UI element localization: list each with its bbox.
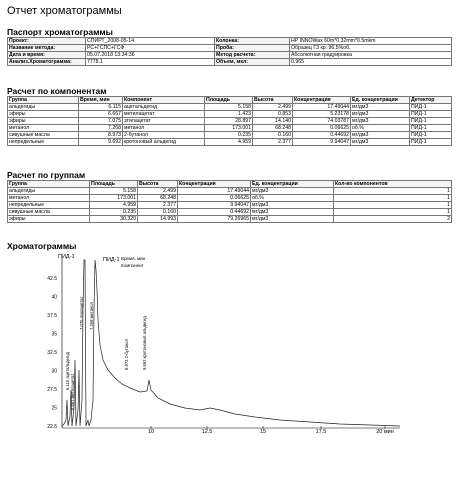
- table-cell: эфиры: [8, 216, 90, 223]
- passport-label: Объем, мкл:: [215, 59, 290, 66]
- components-table: [7, 96, 452, 146]
- table-cell: 1: [334, 209, 452, 216]
- table-row: [8, 104, 452, 111]
- passport-value: 0.965: [290, 59, 452, 66]
- passport-row: [8, 45, 452, 52]
- passport-value: 05.07.2018 13:34:36: [86, 52, 215, 59]
- table-row: [8, 209, 452, 216]
- table-cell: непредельные: [8, 139, 79, 146]
- table-cell: кротоновый альдегид: [123, 139, 205, 146]
- peak-label: 6.115 ацетальдегид: [65, 351, 70, 390]
- y-tick-labels: [47, 276, 57, 430]
- chromatogram-chart: [0, 250, 456, 475]
- table-cell: ПИД-1: [410, 111, 452, 118]
- table-row: [8, 202, 452, 209]
- table-cell: альдегиды: [8, 104, 79, 111]
- passport-title: Паспорт хроматограммы: [7, 27, 113, 37]
- table-header-row: [8, 97, 452, 104]
- y-tick-label: 35: [51, 331, 57, 338]
- groups-table: [7, 180, 452, 223]
- table-cell: 68.248: [253, 125, 293, 132]
- x-tick-label: 15: [259, 429, 267, 435]
- table-cell: 1: [334, 195, 452, 202]
- table-cell: 1: [334, 202, 452, 209]
- table-cell: мг/дм3: [251, 202, 334, 209]
- table-cell: 6.667: [79, 111, 123, 118]
- x-tick-label: 17.5: [315, 429, 327, 435]
- passport-table: [7, 37, 452, 66]
- table-cell: мг/дм3: [351, 132, 410, 139]
- table-cell: 9.692: [79, 139, 123, 146]
- x-tick-label: 20 мин: [376, 429, 394, 435]
- table-cell: 0.160: [253, 132, 293, 139]
- column-header: Высота: [138, 181, 178, 188]
- table-cell: ацетальдегид: [123, 104, 205, 111]
- column-header: Концентрация: [178, 181, 251, 188]
- table-cell: 7.075: [79, 118, 123, 125]
- peak-label: 6.667 метилацетат: [70, 373, 75, 410]
- table-row: [8, 118, 452, 125]
- table-row: [8, 125, 452, 132]
- table-cell: непредельные: [8, 202, 90, 209]
- table-cell: метилацетат: [123, 111, 205, 118]
- table-cell: 30.320: [90, 216, 138, 223]
- column-header: Площадь: [205, 97, 253, 104]
- table-cell: метанол: [123, 125, 205, 132]
- passport-label: Название метода:: [8, 45, 86, 52]
- table-cell: 6.115: [79, 104, 123, 111]
- table-cell: 9.94047: [293, 139, 351, 146]
- column-header: Площадь: [90, 181, 138, 188]
- table-cell: 0.160: [138, 209, 178, 216]
- table-cell: 17.49044: [293, 104, 351, 111]
- chromatogram-title: Хроматограммы: [7, 241, 77, 251]
- column-header: Ед. концентрации: [251, 181, 334, 188]
- table-cell: альдегиды: [8, 188, 90, 195]
- table-cell: мг/дм3: [351, 104, 410, 111]
- table-cell: 2.499: [253, 104, 293, 111]
- passport-value: РС+ГСПС+ГСФ: [86, 45, 215, 52]
- table-cell: 2: [334, 216, 452, 223]
- passport-value: СПИРТ_2008-05-14: [86, 38, 215, 45]
- passport-label: Проба:: [215, 45, 290, 52]
- table-row: [8, 139, 452, 146]
- table-cell: мг/дм3: [351, 139, 410, 146]
- detector-label-right: ПИД-1: [103, 257, 120, 263]
- passport-label: Проект:: [8, 38, 86, 45]
- table-cell: 14.140: [253, 118, 293, 125]
- table-cell: 173.001: [205, 125, 253, 132]
- y-tick-label: 27.5: [47, 387, 57, 393]
- y-tick-label: 42.5: [47, 276, 57, 282]
- table-cell: 0.44692: [178, 209, 251, 216]
- y-tick-label: 25: [51, 405, 57, 412]
- table-cell: 2-бутанол: [123, 132, 205, 139]
- report-title: Отчет хроматограммы: [7, 5, 122, 17]
- passport-row: [8, 52, 452, 59]
- peak-label: 9.692 кротоновый альдегид: [142, 316, 147, 370]
- peak-label: 7.268 метанол: [89, 302, 94, 330]
- table-cell: 5.158: [90, 188, 138, 195]
- table-cell: эфиры: [8, 111, 79, 118]
- table-cell: 5.23178: [293, 111, 351, 118]
- passport-value: Образец Г3 кр. 96,5%об.: [290, 45, 452, 52]
- y-tick-label: 32.5: [47, 350, 57, 356]
- groups-title: Расчет по группам: [7, 170, 86, 180]
- table-cell: 7.268: [79, 125, 123, 132]
- passport-label: Анализ.Хроматограмма:: [8, 59, 86, 66]
- passport-value: Абсолютная градуировка: [290, 52, 452, 59]
- column-header: Концентрация: [293, 97, 351, 104]
- chromatogram-svg: [0, 250, 456, 475]
- table-cell: 2.377: [253, 139, 293, 146]
- table-row: [8, 111, 452, 118]
- peak-label: 8.973 2-бутанол: [124, 339, 129, 370]
- table-cell: ПИД-1: [410, 139, 452, 146]
- column-header: Группа: [8, 97, 79, 104]
- x-tick-label: 10: [147, 429, 155, 435]
- table-cell: об.%: [351, 125, 410, 132]
- table-cell: мг/дм3: [251, 209, 334, 216]
- table-cell: мг/дм3: [251, 188, 334, 195]
- passport-label: Колонка:: [215, 38, 290, 45]
- x-tick-labels: [148, 429, 394, 435]
- legend-component: Компонент: [121, 263, 144, 268]
- table-cell: 5.158: [205, 104, 253, 111]
- table-cell: мг/дм3: [351, 111, 410, 118]
- table-row: [8, 132, 452, 139]
- table-cell: 173.001: [90, 195, 138, 202]
- passport-label: Дата и время:: [8, 52, 86, 59]
- table-cell: 28.897: [205, 118, 253, 125]
- y-tick-label: 40: [51, 294, 57, 301]
- table-cell: сивушные масла: [8, 132, 79, 139]
- table-cell: 17.49044: [178, 188, 251, 195]
- table-cell: 14.993: [138, 216, 178, 223]
- table-cell: 1: [334, 188, 452, 195]
- table-cell: 79.26965: [178, 216, 251, 223]
- passport-row: [8, 59, 452, 66]
- table-cell: 0.06625: [178, 195, 251, 202]
- table-cell: 4.959: [205, 139, 253, 146]
- peak-labels: [65, 297, 147, 410]
- components-title: Расчет по компонентам: [7, 86, 107, 96]
- passport-label: Метод расчета:: [215, 52, 290, 59]
- table-cell: 2.377: [138, 202, 178, 209]
- table-cell: 68.248: [138, 195, 178, 202]
- table-cell: эфиры: [8, 118, 79, 125]
- table-cell: 8.973: [79, 132, 123, 139]
- column-header: Ед. концентрации: [351, 97, 410, 104]
- table-cell: метанол: [8, 195, 90, 202]
- y-tick-label: 22.5: [47, 424, 57, 430]
- table-row: [8, 216, 452, 223]
- table-cell: мг/дм3: [351, 118, 410, 125]
- table-cell: ПИД-1: [410, 132, 452, 139]
- column-header: Высота: [253, 97, 293, 104]
- table-cell: метанол: [8, 125, 79, 132]
- column-header: Детектор: [410, 97, 452, 104]
- y-tick-label: 30: [51, 368, 57, 375]
- passport-row: [8, 38, 452, 45]
- table-row: [8, 195, 452, 202]
- passport-value: 7778.1: [86, 59, 215, 66]
- x-tick-marks: [151, 426, 385, 429]
- table-cell: 74.03787: [293, 118, 351, 125]
- y-tick-label: 37.5: [47, 313, 57, 319]
- table-cell: 0.235: [205, 132, 253, 139]
- column-header: Группа: [8, 181, 90, 188]
- table-cell: 9.94047: [178, 202, 251, 209]
- chromatogram-trace: [62, 260, 400, 426]
- x-tick-label: 12.5: [201, 429, 213, 435]
- passport-value: HP INNOWax 60m*0.32mm*0.5mkm: [290, 38, 452, 45]
- table-cell: мг/дм3: [251, 216, 334, 223]
- table-cell: ПИД-1: [410, 104, 452, 111]
- column-header: Компонент: [123, 97, 205, 104]
- table-cell: этилацетат: [123, 118, 205, 125]
- peak-label: 7.075 этилацетат: [79, 296, 84, 330]
- table-cell: ПИД-1: [410, 125, 452, 132]
- table-cell: 1.423: [205, 111, 253, 118]
- column-header: Время, мин: [79, 97, 123, 104]
- table-cell: ПИД-1: [410, 118, 452, 125]
- table-cell: 0.853: [253, 111, 293, 118]
- table-cell: 2.499: [138, 188, 178, 195]
- table-cell: 0.44692: [293, 132, 351, 139]
- table-cell: сивушные масла: [8, 209, 90, 216]
- table-cell: 0.235: [90, 209, 138, 216]
- table-header-row: [8, 181, 452, 188]
- column-header: Кол-во компонентов: [334, 181, 452, 188]
- table-cell: об.%: [251, 195, 334, 202]
- legend-time: Время, мин: [121, 256, 146, 261]
- detector-label-left: ПИД-1: [58, 254, 75, 260]
- table-row: [8, 188, 452, 195]
- table-cell: 0.06625: [293, 125, 351, 132]
- table-cell: 4.959: [90, 202, 138, 209]
